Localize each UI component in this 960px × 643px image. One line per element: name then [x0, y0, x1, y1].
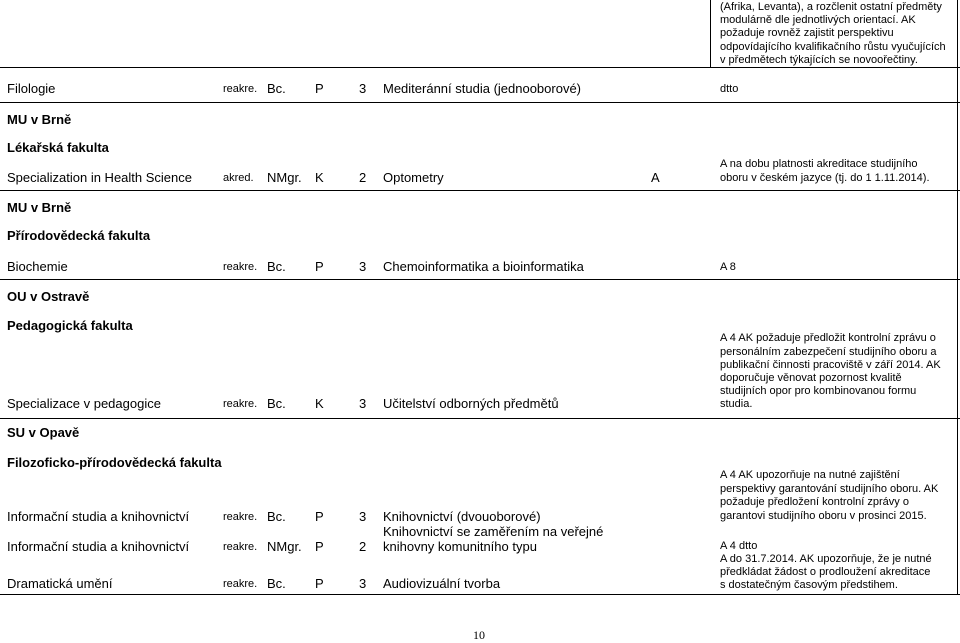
- top-note-line: modulárně dle jednotlivých orientací. AK: [720, 14, 916, 26]
- flag: A: [651, 170, 660, 185]
- row-divider: [0, 102, 960, 103]
- row-divider: [0, 279, 960, 280]
- study-field: Mediteránní studia (jednooborové): [383, 81, 582, 96]
- degree-type: Bc.: [267, 396, 286, 411]
- program-name: Specialization in Health Science: [7, 170, 192, 185]
- program-name: Biochemie: [7, 259, 68, 274]
- degree-type: NMgr.: [267, 539, 302, 554]
- degree-type: Bc.: [267, 576, 286, 591]
- school-name: MU v Brně: [7, 112, 72, 127]
- page-number: 10: [473, 628, 485, 642]
- study-form: P: [315, 81, 324, 96]
- study-length: 3: [359, 509, 367, 524]
- faculty-name: Pedagogická fakulta: [7, 318, 133, 333]
- top-note-line: odpovídajícího kvalifikačního růstu vyučujících: [720, 41, 946, 53]
- note-line: garantovi studijního oboru v prosinci 2015.: [720, 510, 927, 522]
- accreditation-type: reakre.: [223, 511, 258, 523]
- study-length: 3: [359, 396, 367, 411]
- study-field: Optometry: [383, 170, 444, 185]
- study-form: P: [315, 259, 324, 274]
- top-note-line: v předmětech týkajících se novoořečtiny.: [720, 54, 918, 66]
- study-form: P: [315, 539, 324, 554]
- note-line: s dostatečným časovým předstihem.: [720, 579, 898, 591]
- degree-type: Bc.: [267, 259, 286, 274]
- accreditation-type: akred.: [223, 172, 254, 184]
- study-form: K: [315, 170, 324, 185]
- faculty-name: Filozoficko-přírodovědecká fakulta: [7, 455, 222, 470]
- study-field: Audiovizuální tvorba: [383, 576, 501, 591]
- study-field: Učitelství odborných předmětů: [383, 396, 559, 411]
- note-line: perspektivy garantování studijního oboru. AK: [720, 483, 939, 495]
- table-bottom-border: [0, 594, 960, 595]
- degree-type: Bc.: [267, 509, 286, 524]
- degree-type: NMgr.: [267, 170, 302, 185]
- note-line: doporučuje věnovat pozornost kvalitě: [720, 372, 902, 384]
- degree-type: Bc.: [267, 81, 286, 96]
- accreditation-type: reakre.: [223, 541, 258, 553]
- study-length: 2: [359, 539, 367, 554]
- note-line: A do 31.7.2014. AK upozorňuje, že je nutné: [720, 553, 932, 565]
- school-name: MU v Brně: [7, 200, 72, 215]
- study-form: K: [315, 396, 324, 411]
- program-name: Informační studia a knihovnictví: [7, 509, 190, 524]
- accreditation-type: reakre.: [223, 578, 258, 590]
- decision: A 4 dtto: [720, 540, 758, 552]
- accreditation-type: reakre.: [223, 398, 258, 410]
- study-field: Knihovnictví (dvouoborové): [383, 509, 541, 524]
- study-field: Knihovnictví se zaměřením na veřejné: [383, 524, 604, 539]
- note-line: A na dobu platnosti akreditace studijního: [720, 158, 918, 170]
- row-divider: [0, 418, 960, 419]
- program-name: Specializace v pedagogice: [7, 396, 161, 411]
- study-form: P: [315, 576, 324, 591]
- accreditation-type: reakre.: [223, 261, 258, 273]
- study-field: Chemoinformatika a bioinformatika: [383, 259, 584, 274]
- note-line: studijních opor pro kombinovanou formu: [720, 385, 917, 397]
- decision: A 8: [720, 261, 736, 273]
- program-name: Informační studia a knihovnictví: [7, 539, 190, 554]
- study-length: 3: [359, 259, 367, 274]
- school-name: OU v Ostravě: [7, 289, 90, 304]
- note-line: oboru v českém jazyce (tj. do 1 1.11.2014).: [720, 172, 930, 184]
- decision: dtto: [720, 83, 739, 95]
- study-length: 2: [359, 170, 367, 185]
- note-line: předkládat žádost o prodloužení akreditace: [720, 566, 931, 578]
- faculty-name: Přírodovědecká fakulta: [7, 228, 151, 243]
- program-name: Filologie: [7, 81, 56, 96]
- study-length: 3: [359, 576, 367, 591]
- top-note-line: požaduje rovněž zajistit perspektivu: [720, 27, 894, 39]
- note-line: A 4 AK upozorňuje na nutné zajištění: [720, 469, 900, 481]
- faculty-name: Lékařská fakulta: [7, 140, 109, 155]
- note-line: A 4 AK požaduje předložit kontrolní zprávu o: [720, 332, 936, 344]
- accreditation-type: reakre.: [223, 83, 258, 95]
- study-length: 3: [359, 81, 367, 96]
- study-field: knihovny komunitního typu: [383, 539, 537, 554]
- school-name: SU v Opavě: [7, 425, 80, 440]
- note-line: studia.: [720, 398, 753, 410]
- note-line: publikační činnosti pracoviště v září 2014. AK: [720, 359, 941, 371]
- row-divider: [0, 190, 960, 191]
- note-line: personálním zabezpečení studijního oboru a: [720, 346, 937, 358]
- study-form: P: [315, 509, 324, 524]
- top-note-line: (Afrika, Levanta), a rozčlenit ostatní předměty: [720, 1, 942, 13]
- program-name: Dramatická umění: [7, 576, 113, 591]
- top-note-left-border: [710, 0, 711, 67]
- table-right-border: [957, 0, 958, 594]
- note-line: požaduje předložení kontrolní zprávy o: [720, 496, 909, 508]
